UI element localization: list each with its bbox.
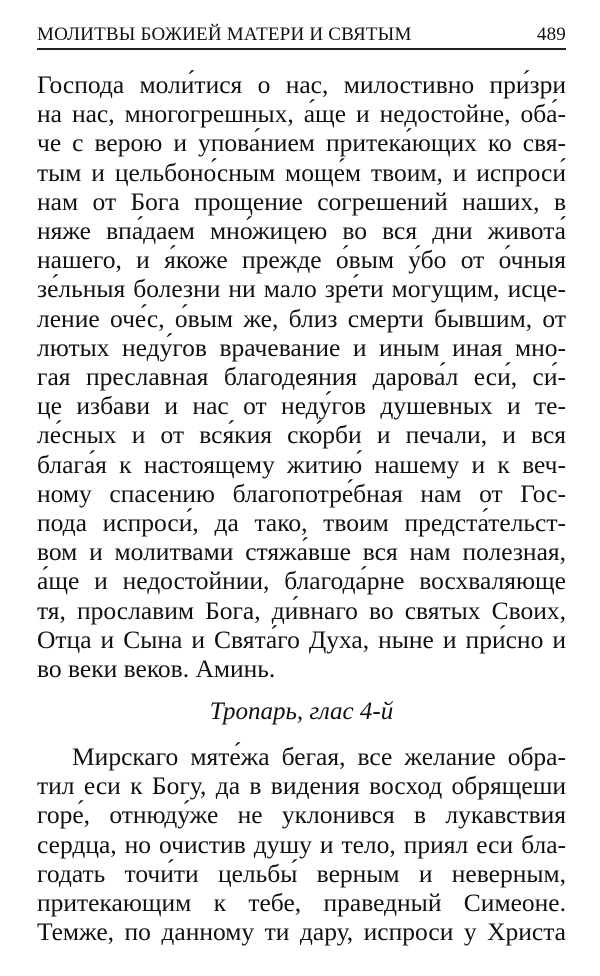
text-line: тя, прославим Бога, ди́внаго во святых Своих, (37, 595, 566, 625)
text-line: ному спасению благопотре́бная нам от Гос- (37, 478, 566, 508)
text-line: Отца и Сына и Свята́го Духа, ныне и при́сно и (37, 624, 566, 654)
text-line: пода испроси́, да тако, твоим предста́тельст- (37, 508, 566, 538)
running-header (37, 24, 566, 48)
prayer-paragraph (37, 70, 566, 683)
text-line: ле́сных и от вся́кия ско́рби и печали, и вся (37, 420, 566, 450)
troparion-heading: Тропарь, глас 4-й (209, 698, 394, 725)
text-line: Мирскаго мяте́жа бегая, все желание обра- (72, 742, 566, 771)
text-line: притекающим к тебе, праведный Симеоне. (37, 888, 566, 918)
text-line: Господа моли́тися о нас, милостивно при́зри (37, 70, 566, 99)
text-line: горе́, отнюду́же не уклонився в лукавствия (37, 800, 566, 830)
text-line: тил еси к Богу, да в видения восход обрящеши (37, 771, 566, 801)
text-line: нам от Бога прощение согрешений наших, в (37, 186, 566, 216)
text-line: че с верою и упова́нием притека́ющих ко свя- (37, 128, 566, 158)
text-line: вом и молитвами стяжа́вше вся нам полезная, (37, 537, 566, 567)
text-line: ление оче́с, о́вым же, близ смерти бывшим, от (37, 303, 566, 333)
text-line: це избави и нас от неду́гов душевных и те- (37, 391, 566, 421)
header-rule (37, 48, 566, 50)
text-line: няже впа́даем мно́жицею во вся дни живота́ (37, 216, 566, 246)
text-line: годать точи́ти цельбы́ верным и неверным, (37, 858, 566, 888)
text-line: блага́я к настоящему житию́ нашему и к веч- (37, 449, 566, 479)
text-line: лютых неду́гов врачевание и иным иная мно- (37, 332, 566, 362)
text-line: Темже, по данному ти дару, испроси у Христа (37, 917, 566, 947)
text-line: гая преславная благодеяния дарова́л еси́, си́- (37, 362, 566, 392)
text-line: а́ще и недостойнии, благода́рне восхваляюще (37, 566, 566, 596)
text-line: во веки веков. Аминь. (37, 654, 276, 684)
text-line: на нас, многогрешных, а́ще и недостойне, оба́- (37, 99, 566, 129)
text-line: нашего, и я́коже прежде о́вым у́бо от о́чныя (37, 245, 566, 275)
running-title: МОЛИТВЫ БОЖИЕЙ МАТЕРИ И СВЯТЫМ (37, 24, 412, 45)
text-line: сердца, но очистив душу и тело, приял еси бла- (37, 829, 566, 859)
text-line: тым и цельбоно́сным моще́м твоим, и испроси́ (37, 157, 566, 187)
page-number: 489 (536, 24, 566, 45)
text-line: зе́льныя болезни ни мало зре́ти могущим, исце- (37, 274, 566, 304)
troparion-paragraph (37, 742, 566, 946)
